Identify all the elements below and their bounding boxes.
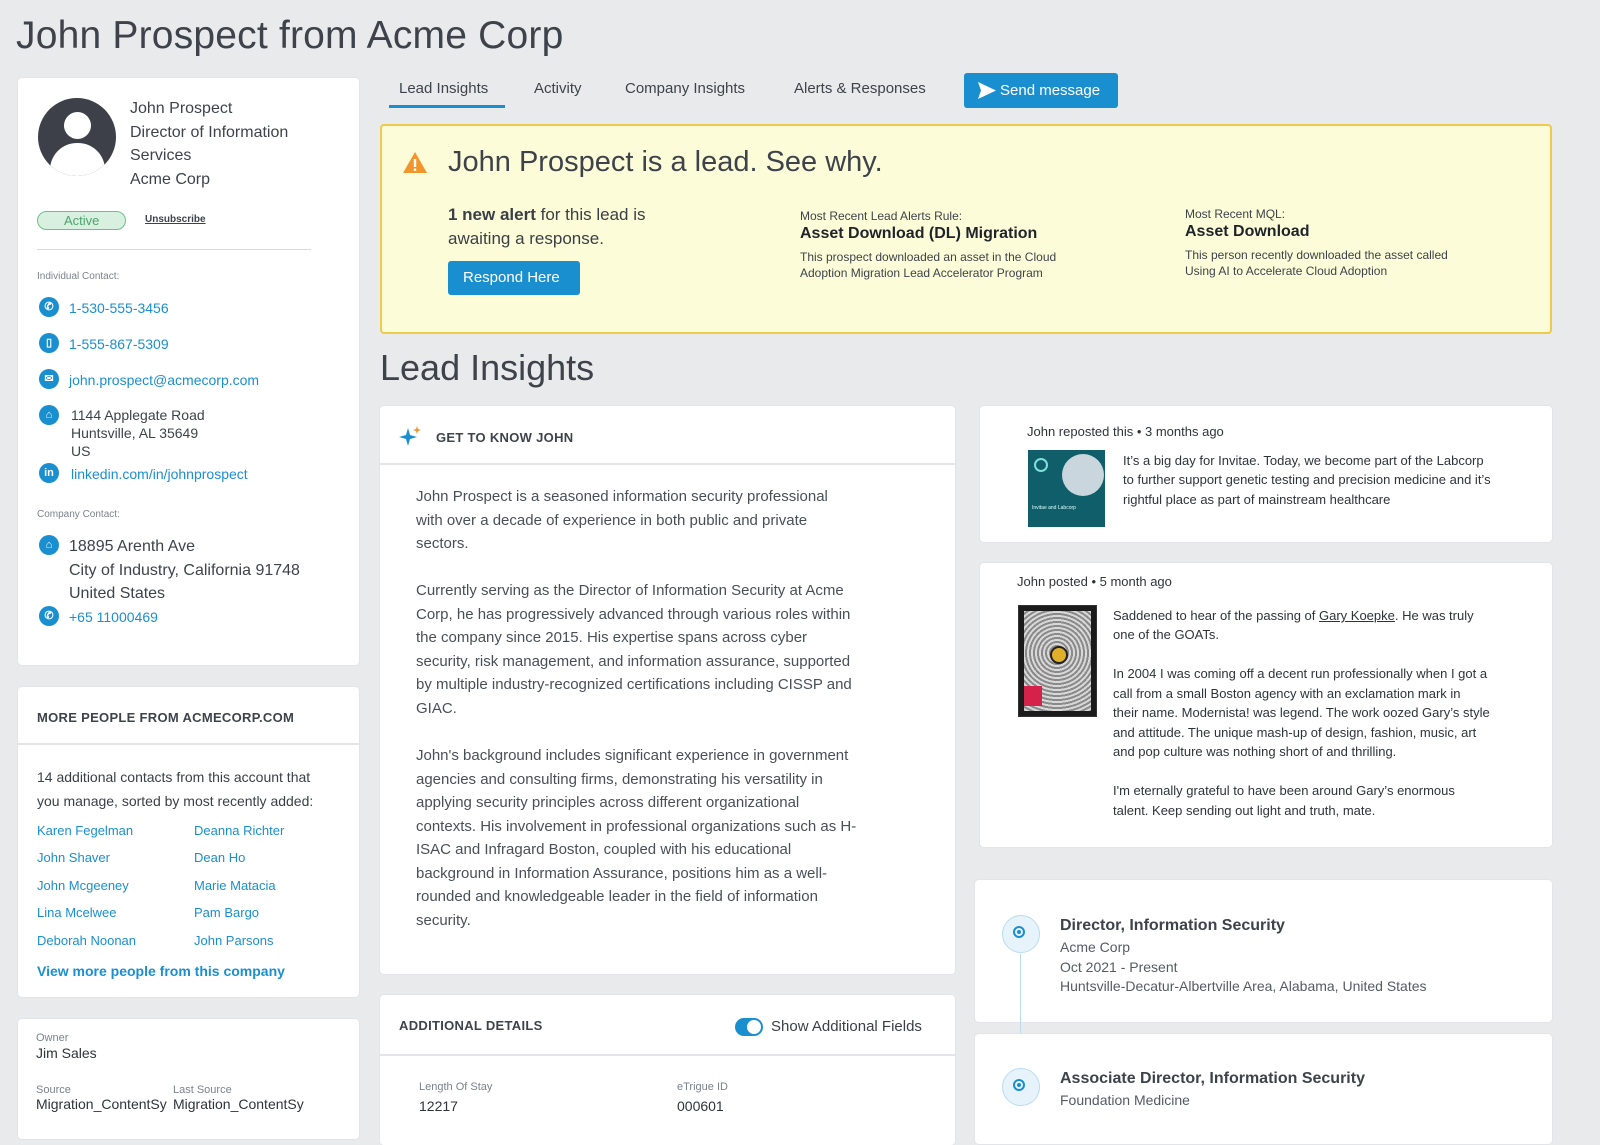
post-text-line: It’s a big day for Invitae. Today, we become part of the Labcorp [1123,453,1484,468]
thumbnail-caption: Invitae and Labcorp [1032,505,1076,511]
mobile-icon: ▯ [39,333,59,353]
insight-para3-line: background in Information Assurance, positions him as a well- [416,865,828,882]
send-message-label: Send message [1000,82,1101,99]
toggle-knob [747,1020,761,1034]
owner-label: Owner [36,1032,69,1044]
additional-details-heading: ADDITIONAL DETAILS [399,1018,543,1033]
thumbnail-band [1024,686,1042,706]
rule-desc-line2: Adoption Migration Lead Accelerator Program [800,266,1043,280]
rule-label: Most Recent Lead Alerts Rule: [800,209,963,223]
person-link[interactable]: John Shaver [37,850,110,865]
address-line3: US [71,443,91,459]
show-fields-label: Show Additional Fields [771,1018,922,1035]
post-text-line: their name. Modernista! was legend. The work oozed Gary’s style [1113,705,1490,720]
company-address-line2: City of Industry, California 91748 [69,562,300,579]
person-link[interactable]: Deanna Richter [194,823,285,838]
post-text-line [1113,606,1474,626]
company-address-line3: United States [69,585,166,602]
post-text-line: to further support genetic testing and precision medicine and it’s [1123,472,1491,487]
thumbnail-photo [1062,454,1104,496]
get-to-know-divider [380,463,955,465]
post-text-line: In 2004 I was coming off a decent run professionally when I got a [1113,666,1488,681]
gary-koepke-link[interactable]: Gary Koepke [1319,608,1395,623]
insight-para2-line: the company since 2015. His expertise spans across cyber [416,629,808,646]
person-link[interactable]: Karen Fegelman [37,823,134,838]
rule-title: Asset Download (DL) Migration [800,225,1038,242]
mobile-link[interactable]: 1-555-867-5309 [69,336,169,352]
page-title: John Prospect from Acme Corp [16,14,564,57]
avatar [38,98,116,176]
insight-para2-line: Currently serving as the Director of Information Security at Acme [416,582,844,599]
source-label: Source [36,1084,71,1096]
social-post-card [980,563,1552,847]
thumbnail-ring [1034,458,1048,472]
company-phone-link[interactable]: +65 11000469 [69,609,158,625]
linkedin-link[interactable]: linkedin.com/in/johnprospect [71,466,248,482]
warning-icon [402,151,428,174]
tab-lead-insights[interactable]: Lead Insights [399,80,489,97]
unsubscribe-link[interactable]: Unsubscribe [145,214,206,225]
send-icon [978,82,996,99]
insight-para2-line: by multiple industry-recognized certifications including CISSP and [416,676,852,693]
individual-contact-label: Individual Contact: [37,271,120,282]
post-header: John reposted this • 3 months ago [1027,424,1224,439]
get-to-know-heading: GET TO KNOW JOHN [436,430,574,445]
more-people-intro-line2: you manage, sorted by most recently added: [37,793,314,809]
insight-para3-line: security. [416,912,471,929]
length-of-stay-label: Length Of Stay [419,1081,493,1093]
last-source-value: Migration_ContentSy [173,1096,304,1112]
mql-desc-line1: This person recently downloaded the asset called [1185,248,1448,262]
post-text-pre: Saddened to hear of the passing of [1113,608,1319,623]
person-link[interactable]: Pam Bargo [194,905,260,920]
job-company: Foundation Medicine [1060,1092,1190,1108]
post-text-line: rightful place as part of mainstream healthcare [1123,492,1391,507]
length-of-stay-value: 12217 [419,1098,458,1114]
company-home-icon: ⌂ [39,535,59,555]
post-header: John posted • 5 month ago [1017,574,1172,589]
alert-count-line2: awaiting a response. [448,229,604,248]
phone-link[interactable]: 1-530-555-3456 [69,300,169,316]
rule-desc-line1: This prospect downloaded an asset in the Cloud [800,250,1057,264]
post-thumbnail[interactable] [1028,450,1105,527]
insight-para1-line: John Prospect is a seasoned information security professional [416,488,828,505]
job-title: Associate Director, Information Security [1060,1070,1365,1087]
lead-alert-box [380,124,1552,334]
email-link[interactable]: john.prospect@acmecorp.com [69,372,260,388]
profile-card [18,78,359,665]
etrigue-id-label: eTrigue ID [677,1081,728,1093]
more-people-intro-line1: 14 additional contacts from this account that [37,769,311,785]
more-people-card [18,687,359,997]
post-text-line: talent. Keep sending out light and truth, mate. [1113,803,1376,818]
profile-title-line1: Director of Information [130,124,289,141]
person-link[interactable]: John Mcgeeney [37,878,129,893]
owner-value: Jim Sales [36,1045,97,1061]
person-link[interactable]: Deborah Noonan [37,933,137,948]
post-thumbnail[interactable] [1018,605,1097,717]
tab-active-indicator [389,105,505,108]
additional-divider [380,1054,955,1056]
insight-para3-line: agencies and consulting firms, demonstrating his versatility in [416,771,823,788]
company-contact-label: Company Contact: [37,509,120,520]
insight-para3-line: contexts. His involvement in professional organizations such as H- [416,818,857,835]
insight-para1-line: with over a decade of experience in both public and private [416,512,808,529]
person-link[interactable]: Marie Matacia [194,878,276,893]
profile-name: John Prospect [130,100,233,117]
tab-company-insights[interactable]: Company Insights [625,80,746,97]
experience-card [975,1034,1552,1144]
owner-card [18,1019,359,1139]
linkedin-icon: in [39,463,59,483]
alert-count-rest: for this lead is [535,205,646,224]
job-timeline-icon [1002,1068,1040,1106]
respond-here-button[interactable] [448,261,580,295]
mql-label: Most Recent MQL: [1185,207,1286,221]
post-text-line: I'm eternally grateful to have been around Gary’s enormous [1113,783,1455,798]
post-text-line: call from a small Boston agency with an exclamation mark in [1113,686,1461,701]
last-source-label: Last Source [173,1084,232,1096]
person-link[interactable]: Lina Mcelwee [37,905,117,920]
alert-count-bold: 1 new alert [448,205,536,224]
alert-count-line1 [448,205,645,225]
post-text-line: one of the GOATs. [1113,627,1219,642]
etrigue-id-value: 000601 [677,1098,724,1114]
get-to-know-card [380,406,955,974]
source-value: Migration_ContentSy [36,1096,167,1112]
insight-para2-line: Corp, he has progressively advanced through various roles within [416,606,851,623]
alert-title: John Prospect is a lead. See why. [448,146,883,178]
post-text-post: . He was truly [1394,608,1474,623]
insight-para3-line: John's background includes significant experience in government [416,747,849,764]
home-icon: ⌂ [39,405,59,425]
insight-para2-line: GIAC. [416,700,457,717]
tab-activity[interactable]: Activity [534,80,582,97]
profile-divider [37,249,311,250]
tab-alerts-responses[interactable]: Alerts & Responses [794,80,926,97]
person-link[interactable]: Dean Ho [194,850,246,865]
respond-here-label: Respond Here [463,269,560,286]
more-people-heading: MORE PEOPLE FROM ACMECORP.COM [37,710,295,725]
insight-para3-line: ISAC and Infragard Boston, coupled with his educational [416,841,792,858]
sparkle-icon [398,425,422,449]
insight-para3-line: applying security principles across different organizational [416,794,800,811]
job-location: Huntsville-Decatur-Albertville Area, Alabama, United States [1060,978,1427,994]
lead-insights-title: Lead Insights [380,347,595,388]
post-text-line: and attitude. The unique mash-up of design, fashion, music, art [1113,725,1477,740]
address-line1: 1144 Applegate Road [71,407,205,423]
mql-title: Asset Download [1185,223,1310,240]
more-people-divider [18,743,359,745]
company-address-line1: 18895 Arenth Ave [69,538,196,555]
profile-title-line2: Services [130,147,192,164]
show-fields-toggle[interactable] [735,1018,763,1036]
insight-para3-line: rounded and knowledgeable leader in the field of information [416,888,818,905]
insight-para1-line: sectors. [416,535,469,552]
company-phone-icon: ✆ [39,606,59,626]
post-text-line: and pop culture was nothing short of and thrilling. [1113,744,1397,759]
job-title: Director, Information Security [1060,917,1285,934]
experience-card [975,880,1552,1022]
job-company: Acme Corp [1060,939,1131,955]
phone-icon: ✆ [39,297,59,317]
insight-para2-line: security, risk management, and information assurance, supported [416,653,851,670]
mql-desc-line2: Using AI to Accelerate Cloud Adoption [1185,264,1388,278]
job-dates: Oct 2021 - Present [1060,959,1178,975]
profile-company: Acme Corp [130,171,211,188]
thumbnail-center [1050,646,1068,664]
address-line2: Huntsville, AL 35649 [71,425,199,441]
social-post-card [980,406,1552,542]
send-message-button[interactable] [964,73,1118,108]
person-link[interactable]: John Parsons [194,933,274,948]
additional-details-card [380,995,955,1145]
view-more-people-link[interactable]: View more people from this company [37,963,285,979]
job-timeline-icon [1002,915,1040,953]
email-icon: ✉ [39,369,59,389]
status-badge: Active [37,211,126,230]
